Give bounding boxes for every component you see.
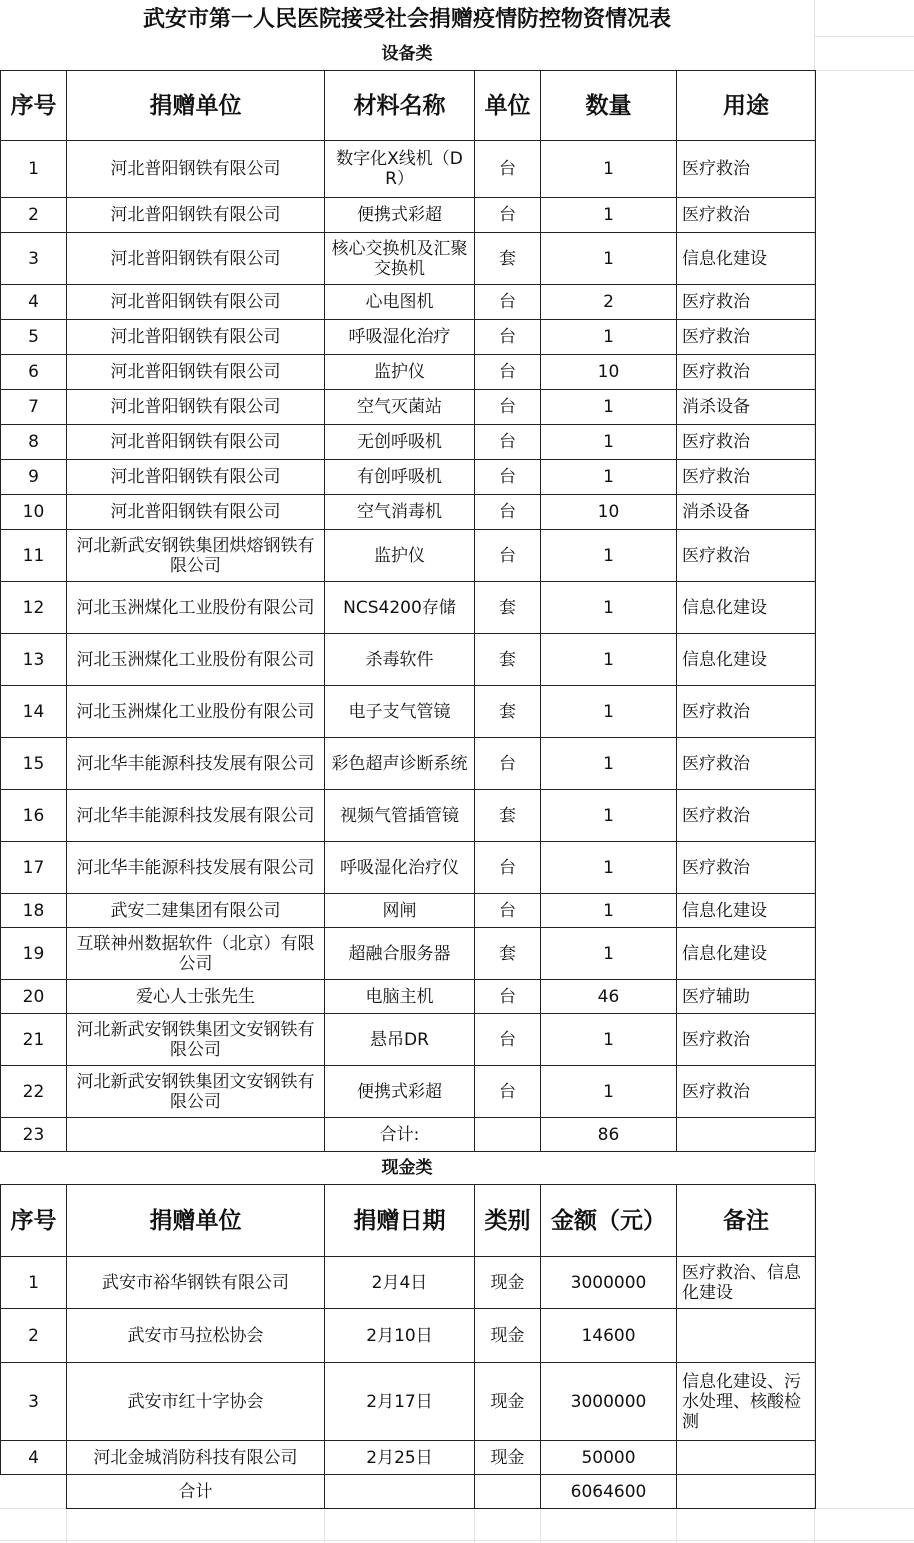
cell-purpose: 消杀设备 — [677, 495, 816, 530]
cell-index: 1 — [1, 1257, 67, 1309]
table-row — [1, 928, 816, 980]
cell-category — [475, 1475, 541, 1509]
cell-unit — [475, 1118, 541, 1152]
cash-total-row — [1, 1475, 816, 1509]
cell-index: 8 — [1, 425, 67, 460]
table-row — [1, 390, 816, 425]
cell-item: 数字化X线机（DR） — [325, 141, 475, 198]
cell-purpose: 医疗救治 — [677, 425, 816, 460]
cell-donor: 河北普阳钢铁有限公司 — [67, 355, 325, 390]
cell-item: 监护仪 — [325, 530, 475, 582]
header-index: 序号 — [1, 1185, 67, 1257]
table-row — [1, 738, 816, 790]
total-quantity: 86 — [541, 1118, 677, 1152]
table-row — [1, 582, 816, 634]
cell-item: 心电图机 — [325, 285, 475, 320]
cell-item: 电脑主机 — [325, 980, 475, 1014]
cell-unit: 台 — [475, 355, 541, 390]
cell-donor: 河北玉洲煤化工业股份有限公司 — [67, 634, 325, 686]
cell-index: 11 — [1, 530, 67, 582]
cell-purpose: 医疗救治 — [677, 141, 816, 198]
cell-amount: 3000000 — [541, 1257, 677, 1309]
cell-purpose: 信息化建设 — [677, 928, 816, 980]
cell-purpose: 医疗救治 — [677, 530, 816, 582]
header-purpose: 用途 — [677, 71, 816, 141]
cell-donor: 河北华丰能源科技发展有限公司 — [67, 790, 325, 842]
cell-index: 3 — [1, 233, 67, 285]
cell-unit: 台 — [475, 460, 541, 495]
cell-purpose: 信息化建设 — [677, 894, 816, 928]
cell-donor: 河北玉洲煤化工业股份有限公司 — [67, 686, 325, 738]
page-title: 武安市第一人民医院接受社会捐赠疫情防控物资情况表 — [142, 7, 671, 32]
cell-index: 14 — [1, 686, 67, 738]
cell-item: 核心交换机及汇聚交换机 — [325, 233, 475, 285]
cell-quantity: 1 — [541, 1014, 677, 1066]
cell-index: 20 — [1, 980, 67, 1014]
cell-donor: 武安市马拉松协会 — [67, 1309, 325, 1363]
cell-quantity: 1 — [541, 390, 677, 425]
cell-donor: 武安市裕华钢铁有限公司 — [67, 1257, 325, 1309]
cell-item: 呼吸湿化治疗 — [325, 320, 475, 355]
cell-index — [1, 1475, 67, 1509]
cell-item: 呼吸湿化治疗仪 — [325, 842, 475, 894]
total-label: 合计: — [325, 1118, 475, 1152]
cell-donor: 河北普阳钢铁有限公司 — [67, 141, 325, 198]
header-category: 类别 — [475, 1185, 541, 1257]
cell-donor: 河北普阳钢铁有限公司 — [67, 285, 325, 320]
cell-purpose: 医疗救治 — [677, 1014, 816, 1066]
cell-purpose: 信息化建设 — [677, 233, 816, 285]
cell-unit: 台 — [475, 425, 541, 460]
cell-item: 视频气管插管镜 — [325, 790, 475, 842]
cell-index: 6 — [1, 355, 67, 390]
table-row — [1, 141, 816, 198]
cell-donor: 爱心人士张先生 — [67, 980, 325, 1014]
cell-item: 超融合服务器 — [325, 928, 475, 980]
cell-quantity: 1 — [541, 842, 677, 894]
cell-purpose: 医疗救治 — [677, 198, 816, 233]
table-row — [1, 894, 816, 928]
cell-index: 19 — [1, 928, 67, 980]
cell-item: 空气消毒机 — [325, 495, 475, 530]
cell-index: 4 — [1, 1441, 67, 1475]
cell-purpose: 医疗救治 — [677, 320, 816, 355]
cell-quantity: 46 — [541, 980, 677, 1014]
header-index: 序号 — [1, 71, 67, 141]
cell-unit: 套 — [475, 928, 541, 980]
cell-donor: 河北新武安钢铁集团文安钢铁有限公司 — [67, 1014, 325, 1066]
cell-quantity: 10 — [541, 495, 677, 530]
equipment-header-row — [1, 71, 816, 141]
cell-remark: 医疗救治、信息化建设 — [677, 1257, 816, 1309]
cell-category: 现金 — [475, 1257, 541, 1309]
cell-quantity: 2 — [541, 285, 677, 320]
cell-quantity: 1 — [541, 738, 677, 790]
cell-category: 现金 — [475, 1363, 541, 1441]
total-amount: 6064600 — [541, 1475, 677, 1509]
header-donor: 捐赠单位 — [67, 1185, 325, 1257]
cell-remark — [677, 1441, 816, 1475]
table-row — [1, 285, 816, 320]
table-row — [1, 425, 816, 460]
cell-donor: 河北普阳钢铁有限公司 — [67, 425, 325, 460]
cell-index: 3 — [1, 1363, 67, 1441]
table-row — [1, 1441, 816, 1475]
cell-index: 10 — [1, 495, 67, 530]
cell-quantity: 1 — [541, 198, 677, 233]
table-row — [1, 1066, 816, 1118]
cell-donor: 河北普阳钢铁有限公司 — [67, 495, 325, 530]
cell-item: 网闸 — [325, 894, 475, 928]
cell-unit: 台 — [475, 285, 541, 320]
cash-header-row — [1, 1185, 816, 1257]
cell-quantity: 1 — [541, 141, 677, 198]
table-row — [1, 634, 816, 686]
header-unit: 单位 — [475, 71, 541, 141]
cell-donor: 武安市红十字协会 — [67, 1363, 325, 1441]
cell-donor: 河北金城消防科技有限公司 — [67, 1441, 325, 1475]
header-remark: 备注 — [677, 1185, 816, 1257]
cell-item: 空气灭菌站 — [325, 390, 475, 425]
cell-index: 5 — [1, 320, 67, 355]
cell-quantity: 1 — [541, 530, 677, 582]
cell-item: NCS4200存储 — [325, 582, 475, 634]
cell-index: 4 — [1, 285, 67, 320]
table-row — [1, 1014, 816, 1066]
cell-quantity: 10 — [541, 355, 677, 390]
cell-index: 2 — [1, 198, 67, 233]
table-row — [1, 1363, 816, 1441]
cell-quantity: 1 — [541, 1066, 677, 1118]
cash-table — [0, 1184, 816, 1509]
cell-donor: 武安二建集团有限公司 — [67, 894, 325, 928]
cell-unit: 套 — [475, 634, 541, 686]
cell-unit: 台 — [475, 320, 541, 355]
cell-amount: 14600 — [541, 1309, 677, 1363]
cell-index: 1 — [1, 141, 67, 198]
cell-unit: 台 — [475, 894, 541, 928]
cell-unit: 台 — [475, 198, 541, 233]
cell-donor: 河北华丰能源科技发展有限公司 — [67, 738, 325, 790]
cell-index: 9 — [1, 460, 67, 495]
cell-purpose: 消杀设备 — [677, 390, 816, 425]
cell-amount: 3000000 — [541, 1363, 677, 1441]
table-row — [1, 355, 816, 390]
cell-purpose: 医疗救治 — [677, 686, 816, 738]
cell-quantity: 1 — [541, 790, 677, 842]
cell-quantity: 1 — [541, 425, 677, 460]
cell-item: 彩色超声诊断系统 — [325, 738, 475, 790]
cell-item: 有创呼吸机 — [325, 460, 475, 495]
cell-category: 现金 — [475, 1309, 541, 1363]
header-date: 捐赠日期 — [325, 1185, 475, 1257]
cell-donor: 河北普阳钢铁有限公司 — [67, 390, 325, 425]
cell-unit: 台 — [475, 980, 541, 1014]
cell-index: 18 — [1, 894, 67, 928]
cell-unit: 台 — [475, 495, 541, 530]
cell-index: 21 — [1, 1014, 67, 1066]
table-row — [1, 686, 816, 738]
cell-amount: 50000 — [541, 1441, 677, 1475]
cell-quantity: 1 — [541, 634, 677, 686]
table-row — [1, 460, 816, 495]
cell-unit: 套 — [475, 233, 541, 285]
equipment-total-row — [1, 1118, 816, 1152]
cell-remark — [677, 1475, 816, 1509]
cell-unit: 套 — [475, 790, 541, 842]
cell-remark — [677, 1309, 816, 1363]
cell-index: 13 — [1, 634, 67, 686]
cell-category: 现金 — [475, 1441, 541, 1475]
cell-index: 22 — [1, 1066, 67, 1118]
cell-item: 悬吊DR — [325, 1014, 475, 1066]
cell-date: 2月4日 — [325, 1257, 475, 1309]
cell-unit: 台 — [475, 141, 541, 198]
table-row — [1, 233, 816, 285]
cell-donor: 河北普阳钢铁有限公司 — [67, 460, 325, 495]
cell-unit: 套 — [475, 686, 541, 738]
cell-unit: 台 — [475, 1066, 541, 1118]
cell-purpose: 医疗救治 — [677, 355, 816, 390]
cell-quantity: 1 — [541, 320, 677, 355]
cell-donor: 河北新武安钢铁集团烘熔钢铁有限公司 — [67, 530, 325, 582]
table-row — [1, 530, 816, 582]
table-row — [1, 842, 816, 894]
cell-purpose: 信息化建设 — [677, 634, 816, 686]
table-row — [1, 495, 816, 530]
cell-donor: 河北普阳钢铁有限公司 — [67, 198, 325, 233]
cell-unit: 台 — [475, 738, 541, 790]
table-row — [1, 790, 816, 842]
table-row — [1, 980, 816, 1014]
section-label-equipment: 设备类 — [381, 44, 433, 64]
cell-unit: 台 — [475, 1014, 541, 1066]
cell-purpose: 医疗救治 — [677, 790, 816, 842]
cell-index: 16 — [1, 790, 67, 842]
cell-index: 15 — [1, 738, 67, 790]
cell-item: 无创呼吸机 — [325, 425, 475, 460]
cell-date: 2月17日 — [325, 1363, 475, 1441]
cell-index: 23 — [1, 1118, 67, 1152]
cell-remark: 信息化建设、污水处理、核酸检测 — [677, 1363, 816, 1441]
cell-quantity: 1 — [541, 894, 677, 928]
cell-donor: 互联神州数据软件（北京）有限公司 — [67, 928, 325, 980]
cell-donor — [67, 1118, 325, 1152]
cell-donor: 河北玉洲煤化工业股份有限公司 — [67, 582, 325, 634]
cell-date — [325, 1475, 475, 1509]
header-quantity: 数量 — [541, 71, 677, 141]
total-label: 合计 — [67, 1475, 325, 1509]
cell-quantity: 1 — [541, 233, 677, 285]
cell-donor: 河北华丰能源科技发展有限公司 — [67, 842, 325, 894]
cell-purpose: 信息化建设 — [677, 582, 816, 634]
cell-unit: 台 — [475, 390, 541, 425]
cell-purpose: 医疗救治 — [677, 1066, 816, 1118]
cell-purpose: 医疗救治 — [677, 285, 816, 320]
cell-date: 2月10日 — [325, 1309, 475, 1363]
cell-date: 2月25日 — [325, 1441, 475, 1475]
cell-item: 电子支气管镜 — [325, 686, 475, 738]
cell-index: 7 — [1, 390, 67, 425]
cell-quantity: 1 — [541, 686, 677, 738]
equipment-table — [0, 70, 816, 1152]
table-row — [1, 1257, 816, 1309]
cell-item: 便携式彩超 — [325, 198, 475, 233]
table-row — [1, 320, 816, 355]
cell-purpose: 医疗辅助 — [677, 980, 816, 1014]
cell-index: 12 — [1, 582, 67, 634]
cell-donor: 河北新武安钢铁集团文安钢铁有限公司 — [67, 1066, 325, 1118]
section-label-cash: 现金类 — [381, 1158, 433, 1178]
cell-index: 2 — [1, 1309, 67, 1363]
cell-item: 杀毒软件 — [325, 634, 475, 686]
cell-purpose: 医疗救治 — [677, 738, 816, 790]
table-row — [1, 198, 816, 233]
cell-unit: 台 — [475, 530, 541, 582]
cell-purpose: 医疗救治 — [677, 460, 816, 495]
header-donor: 捐赠单位 — [67, 71, 325, 141]
cell-item: 便携式彩超 — [325, 1066, 475, 1118]
cell-purpose — [677, 1118, 816, 1152]
header-item: 材料名称 — [325, 71, 475, 141]
cell-donor: 河北普阳钢铁有限公司 — [67, 233, 325, 285]
cell-unit: 套 — [475, 582, 541, 634]
cell-quantity: 1 — [541, 460, 677, 495]
cell-item: 监护仪 — [325, 355, 475, 390]
cell-unit: 台 — [475, 842, 541, 894]
cell-purpose: 医疗救治 — [677, 842, 816, 894]
cell-quantity: 1 — [541, 928, 677, 980]
table-row — [1, 1309, 816, 1363]
header-amount: 金额（元） — [541, 1185, 677, 1257]
cell-index: 17 — [1, 842, 67, 894]
cell-quantity: 1 — [541, 582, 677, 634]
cell-donor: 河北普阳钢铁有限公司 — [67, 320, 325, 355]
